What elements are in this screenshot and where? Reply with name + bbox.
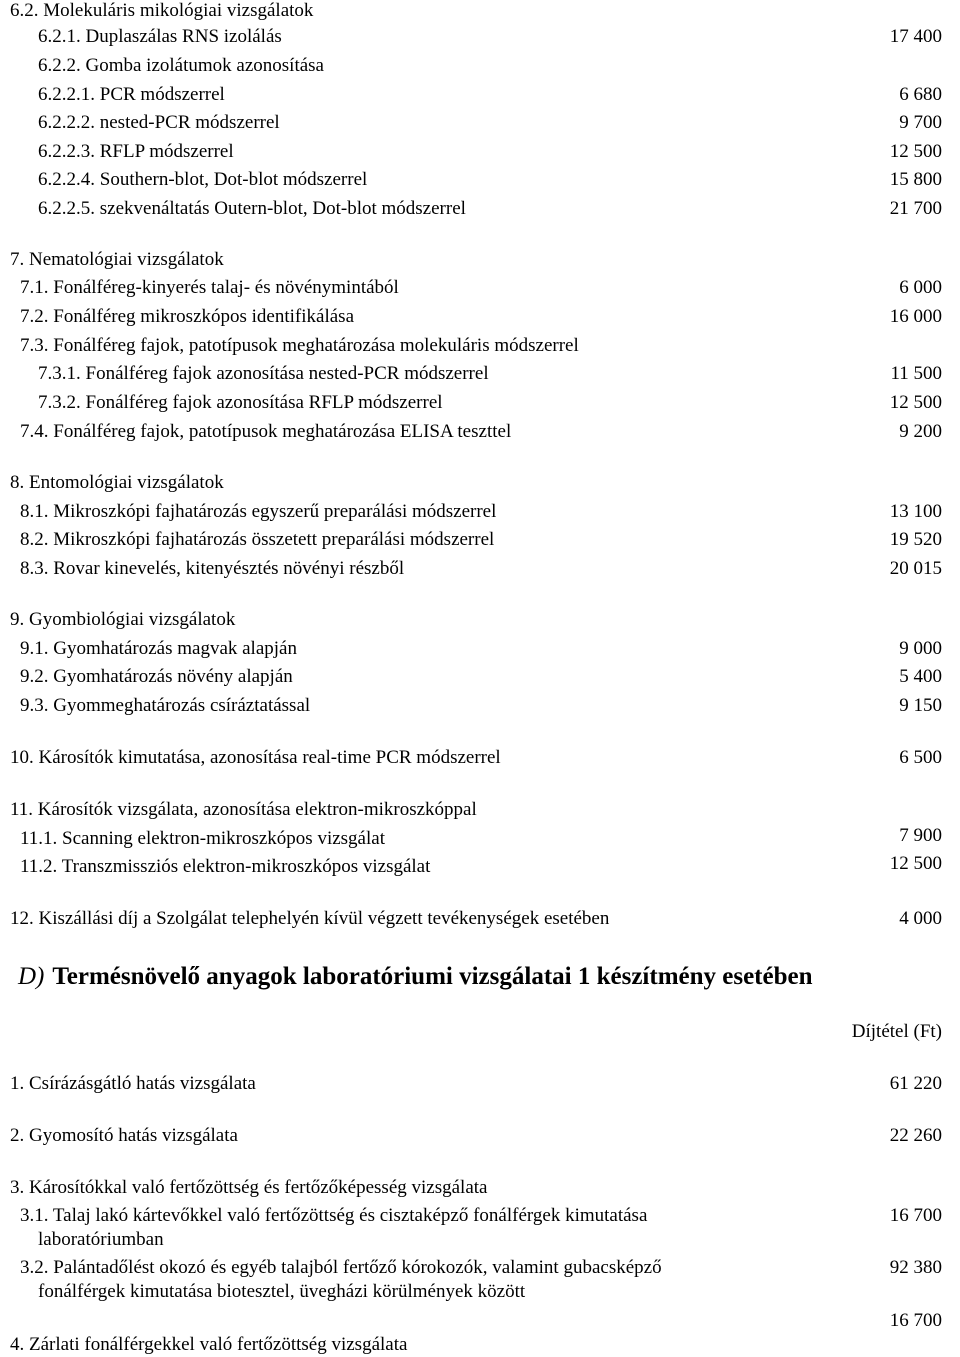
row-fee: 9 700 [899, 112, 942, 133]
row-fee: 12 500 [889, 141, 942, 162]
row-fee: 11 500 [890, 363, 942, 384]
row-fee: 12 500 [889, 392, 942, 413]
row-fee: 20 015 [889, 558, 942, 579]
row-label: 3. Károsítókkal való fertőzöttség és fertőzőképesség vizsgálata [10, 1177, 488, 1198]
section-d-title: Termésnövelő anyagok laboratóriumi vizsgálatai 1 készítmény esetében [52, 963, 813, 990]
row-fee: 6 000 [899, 277, 942, 298]
row-label: 9.3. Gyommeghatározás csíráztatással [20, 695, 311, 716]
row-fee: 61 220 [889, 1073, 942, 1094]
row-label: 8.2. Mikroszkópi fajhatározás összetett preparálási módszerrel [20, 529, 495, 550]
row-label: 12. Kiszállási díj a Szolgálat telephelyén kívül végzett tevékenységek esetében [10, 908, 610, 929]
row-fee: 7 900 [899, 825, 942, 846]
row-label: 3.2. Palántadőlést okozó és egyéb talajból fertőző kórokozók, valamint gubacsképző [20, 1257, 662, 1278]
row-label-continued: fonálférgek kimutatása biotesztel, üvegházi körülmények között [38, 1281, 526, 1302]
row-label: 8. Entomológiai vizsgálatok [10, 472, 224, 493]
fee-column-header: Díjtétel (Ft) [851, 1021, 942, 1042]
row-label: 6.2. Molekuláris mikológiai vizsgálatok [10, 0, 314, 21]
row-fee: 92 380 [889, 1257, 942, 1278]
row-label: 6.2.2.1. PCR módszerrel [38, 84, 225, 105]
row-label: 11.2. Transzmissziós elektron-mikroszkópos vizsgálat [20, 856, 431, 877]
row-label: 1. Csírázásgátló hatás vizsgálata [10, 1073, 256, 1094]
row-label: 6.2.2.4. Southern-blot, Dot-blot módszerrel [38, 169, 368, 190]
row-label: 6.2.2.3. RFLP módszerrel [38, 141, 234, 162]
row-label: 4. Zárlati fonálférgekkel való fertőzöttség vizsgálata [10, 1334, 408, 1355]
row-label: 9.1. Gyomhatározás magvak alapján [20, 638, 297, 659]
row-fee: 9 200 [899, 421, 942, 442]
row-label: 6.2.2. Gomba izolátumok azonosítása [38, 55, 324, 76]
row-fee: 13 100 [889, 501, 942, 522]
row-label: 6.2.2.2. nested-PCR módszerrel [38, 112, 280, 133]
row-fee: 15 800 [889, 169, 942, 190]
row-fee: 22 260 [889, 1125, 942, 1146]
row-fee: 17 400 [889, 26, 942, 47]
row-label-continued: laboratóriumban [38, 1229, 164, 1250]
row-label: 7.2. Fonálféreg mikroszkópos identifikálása [20, 306, 355, 327]
row-label: 6.2.1. Duplaszálas RNS izolálás [38, 26, 282, 47]
row-label: 8.3. Rovar kinevelés, kitenyésztés növényi részből [20, 558, 405, 579]
row-label: 11.1. Scanning elektron-mikroszkópos vizsgálat [20, 828, 385, 849]
section-d-prefix: D) [18, 963, 45, 990]
row-label: 7.3.1. Fonálféreg fajok azonosítása nested-PCR módszerrel [38, 363, 489, 384]
row-label: 7.3. Fonálféreg fajok, patotípusok meghatározása molekuláris módszerrel [20, 335, 579, 356]
section-d-heading [18, 962, 813, 992]
row-label: 7.4. Fonálféreg fajok, patotípusok meghatározása ELISA teszttel [20, 421, 512, 442]
row-fee: 16 000 [889, 306, 942, 327]
row-fee: 4 000 [899, 908, 942, 929]
row-label: 6.2.2.5. szekvenáltatás Outern-blot, Dot-blot módszerrel [38, 198, 466, 219]
row-fee: 16 700 [889, 1310, 942, 1331]
row-label: 7.3.2. Fonálféreg fajok azonosítása RFLP módszerrel [38, 392, 443, 413]
row-label: 9.2. Gyomhatározás növény alapján [20, 666, 293, 687]
row-fee: 19 520 [889, 529, 942, 550]
row-fee: 9 000 [899, 638, 942, 659]
row-fee: 16 700 [889, 1205, 942, 1226]
row-label: 3.1. Talaj lakó kártevőkkel való fertőzöttség és cisztaképző fonálférgek kimutatása [20, 1205, 648, 1226]
row-label: 7. Nematológiai vizsgálatok [10, 249, 224, 270]
row-label: 2. Gyomosító hatás vizsgálata [10, 1125, 238, 1146]
row-label: 9. Gyombiológiai vizsgálatok [10, 609, 236, 630]
row-fee: 9 150 [899, 695, 942, 716]
row-fee: 21 700 [889, 198, 942, 219]
row-label: 10. Károsítók kimutatása, azonosítása real-time PCR módszerrel [10, 747, 501, 768]
row-fee: 12 500 [889, 853, 942, 874]
row-label: 7.1. Fonálféreg-kinyerés talaj- és növénymintából [20, 277, 399, 298]
row-fee: 6 500 [899, 747, 942, 768]
row-label: 8.1. Mikroszkópi fajhatározás egyszerű preparálási módszerrel [20, 501, 497, 522]
row-fee: 5 400 [899, 666, 942, 687]
row-label: 11. Károsítók vizsgálata, azonosítása elektron-mikroszkóppal [10, 799, 477, 820]
row-fee: 6 680 [899, 84, 942, 105]
